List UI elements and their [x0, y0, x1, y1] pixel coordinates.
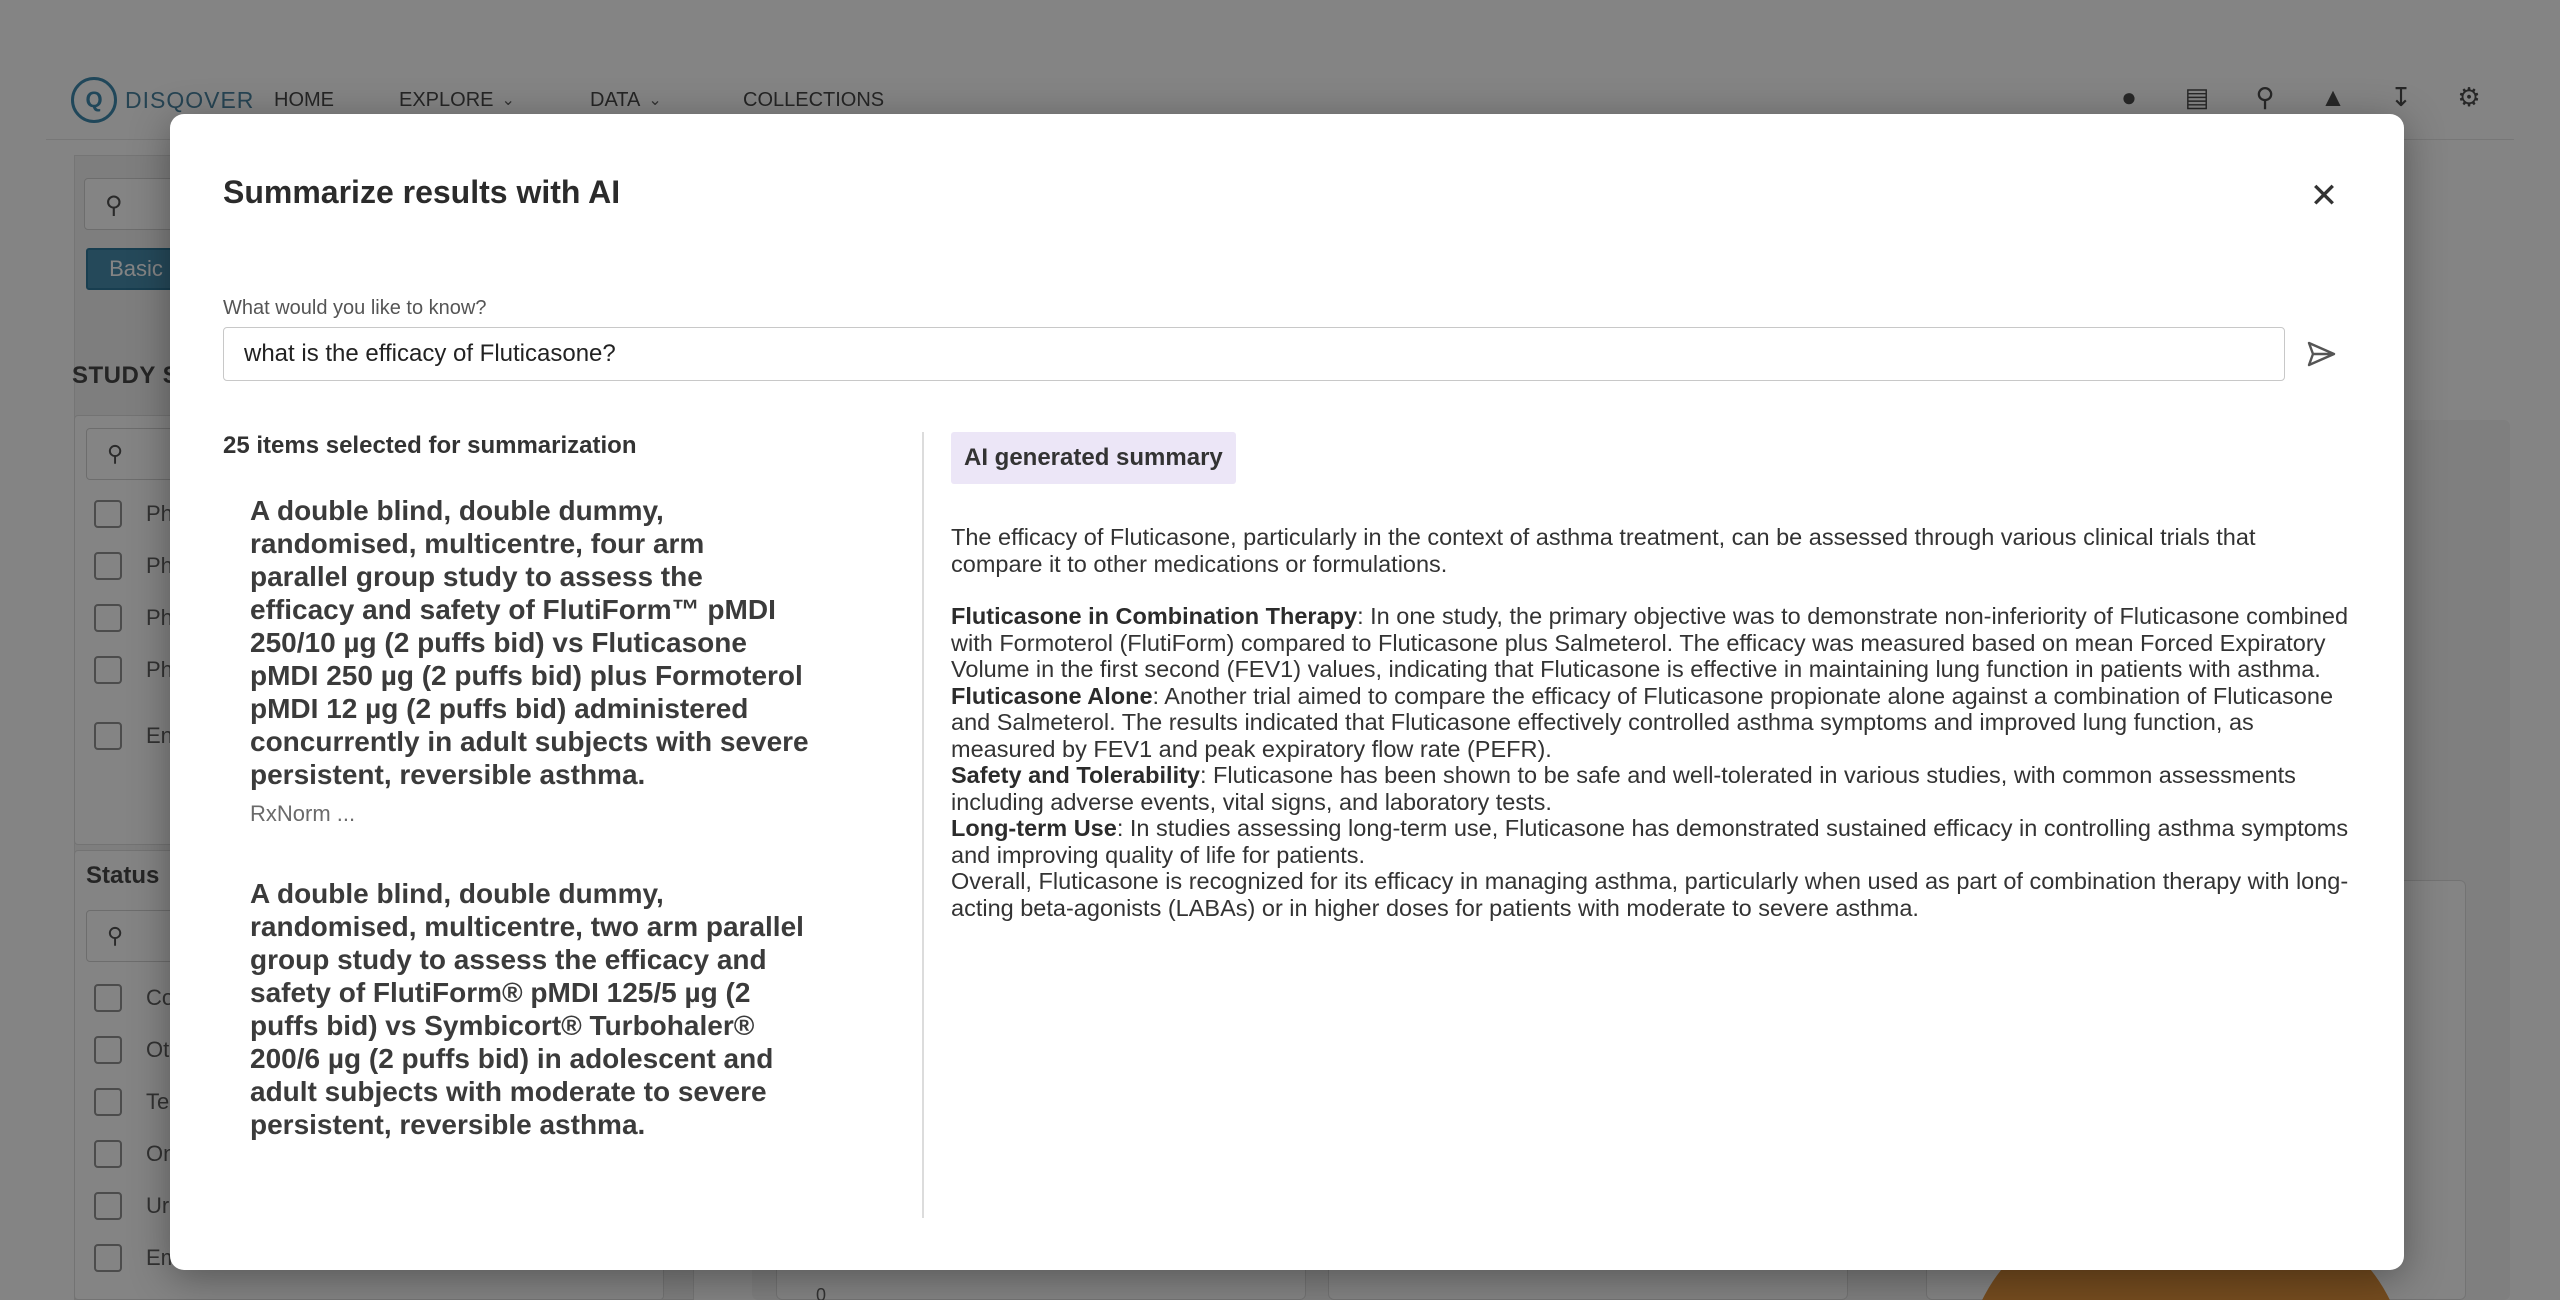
- summary-section: [951, 815, 2351, 868]
- summary-section-text: : In one study, the primary objective was to demonstrate non-inferiority of Fluticasone combined with Formoterol (FlutiForm) compared to Fluticasone plus Salmeterol. The efficacy was measured based on mean Forced Expiratory Volume in the first second (FEV1) values, indicating that Fluticasone is effective in maintaining lung function in patients with asthma.: [951, 603, 2349, 682]
- selection-count: 25 items selected for summarization: [223, 432, 637, 459]
- column-divider: [922, 432, 924, 1218]
- summary-section-heading: Safety and Tolerability: [951, 762, 1200, 788]
- summary-section-text: : In studies assessing long-term use, Fluticasone has demonstrated sustained efficacy in controlling asthma symptoms and improving quality of life for patients.: [951, 815, 2349, 868]
- summary-section-heading: Fluticasone in Combination Therapy: [951, 603, 1358, 629]
- send-icon-graphic: [2301, 334, 2341, 374]
- question-label: What would you like to know?: [223, 297, 487, 319]
- selected-items-list: [250, 494, 810, 1270]
- summary-section-heading: Long-term Use: [951, 815, 1117, 841]
- close-icon[interactable]: ✕: [2309, 177, 2339, 215]
- list-item[interactable]: [250, 877, 810, 1141]
- item-title[interactable]: A double blind, double dummy, randomised, multicentre, four arm parallel group study to assess the efficacy and safety of FlutiForm™ pMDI 250/10 µg (2 puffs bid) vs Fluticasone pMDI 250 µg (2 puffs bid) plus Formoterol pMDI 12 µg (2 puffs bid) administered concurrently in adult subjects with severe persistent, reversible asthma.: [250, 495, 809, 790]
- summarize-ai-modal: [170, 114, 2404, 1270]
- summary-intro: The efficacy of Fluticasone, particularly in the context of asthma treatment, can be assessed through various clinical trials that compare it to other medications or formulations.: [951, 524, 2256, 577]
- item-title[interactable]: A double blind, double dummy, randomised, multicentre, two arm parallel group study to assess the efficacy and safety of FlutiForm® pMDI 125/5 µg (2 puffs bid) vs Symbicort® Turbohaler® 200/6 µg (2 puffs bid) in adolescent and adult subjects with moderate to severe persistent, reversible asthma.: [250, 878, 804, 1140]
- summary-section: [951, 603, 2351, 683]
- send-icon[interactable]: [2301, 334, 2341, 374]
- summary-section-text: : Another trial aimed to compare the efficacy of Fluticasone propionate alone against a combination of Fluticasone and Salmeterol. The results indicated that Fluticasone effectively controlled asthma symptoms and improved lung function, as measured by FEV1 and peak expiratory flow rate (PEFR).: [951, 682, 2334, 762]
- summary-conclusion: Overall, Fluticasone is recognized for its efficacy in managing asthma, particularly when used as part of combination therapy with long-acting beta-agonists (LABAs) or in higher doses for patients with moderate to severe asthma.: [951, 868, 2349, 921]
- summary-section-heading: Fluticasone Alone: [951, 682, 1153, 709]
- modal-title: Summarize results with AI: [223, 174, 621, 210]
- summary-section: [951, 762, 2351, 815]
- ai-summary-text: [951, 524, 2351, 921]
- question-input[interactable]: [223, 327, 2285, 381]
- item-meta: RxNorm ...: [250, 801, 356, 826]
- summary-badge: AI generated summary: [951, 432, 1236, 484]
- summary-section-text: : Fluticasone has been shown to be safe and well-tolerated in various studies, with common assessments including adverse events, vital signs, and laboratory tests.: [951, 762, 2296, 815]
- summary-section: [951, 683, 2351, 763]
- list-item[interactable]: [250, 494, 810, 827]
